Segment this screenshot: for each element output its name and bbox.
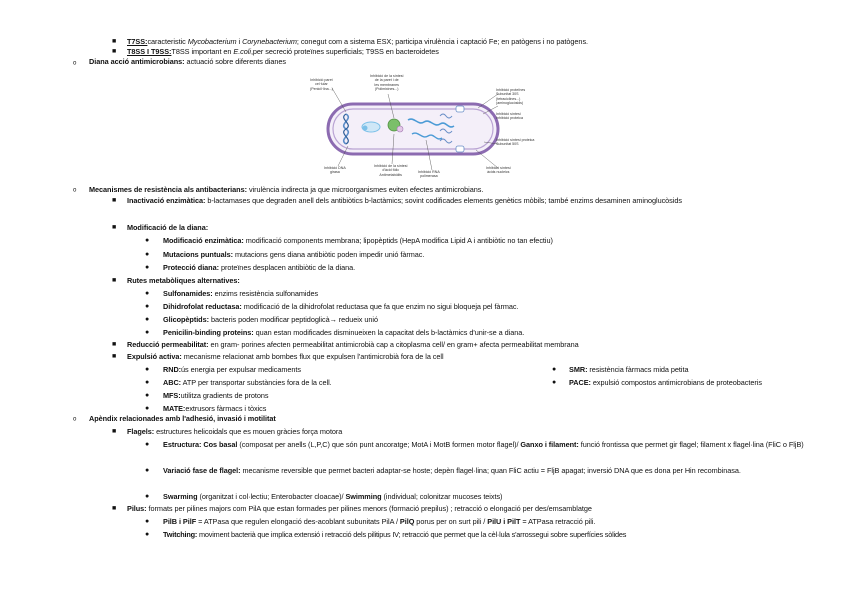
dot-bullet-icon: ● [145,531,150,538]
variacio-line: Variació fase de flagel: mecanisme reversible que permet bacteri adaptar-se hoste; depèn flagel·lina; quan FliC actiu = FljB apagat; inversió DNA que es dona per Hin recombinasa. [163,466,741,475]
dot-bullet-icon: ● [145,518,150,525]
label-folate: Inhibició de la síntesi d'àcid fòlic Antimetabòlits [374,164,408,177]
label-nucleic-acids: Inhibició síntesi àcids nucleics [486,166,511,175]
diana-line: Diana acció antimicrobians: actuació sobre diferents dianes [89,57,287,66]
dot-bullet-icon: ● [145,303,150,310]
label-dna-gyrase: Inhibició DNA girasa [324,166,346,175]
mecanismes-line: Mecanismes de resistència als antibacterians: virulència indirecta ja que microorganismes eviten efectes antimicrobians. [89,185,484,194]
dot-bullet-icon: ● [145,264,150,271]
dot-bullet-icon: ● [145,379,150,386]
dot-bullet-icon: ● [145,251,150,258]
dot-bullet-icon: ● [145,329,150,336]
label-proteins-50s: Inhibició síntesi proteica Subunitat 50S [496,138,535,147]
dot-bullet-icon: ● [145,316,150,323]
dot-bullet-icon: ● [145,237,150,244]
pilb-line: PilB i PilF = ATPasa que regulen elongació des-acoblant subunitats PilA / PilQ porus per on surt pili / PilU i PilT = ATPasa retracció pili. [163,517,596,526]
square-bullet-icon: ■ [112,277,117,284]
sulfonamides-line: Sulfonamides: enzims resistència sulfonamides [163,289,319,298]
t8ss-line: T8SS I T9SS:T8SS important en E.coli,per secreció proteïnes superficials; T9SS en bacteroidetes [127,47,439,56]
mfs-line: MFS:utilitza gradients de protons [163,391,269,400]
reduccio-line: Reducció permeabilitat: en gram- porines afecten permeabilitat antimicrobià cap a citoplasma cell/ en gram+ afecta permeabilitat membrana [127,340,579,349]
dot-bullet-icon: ● [552,379,557,386]
circle-bullet-icon: ₒ [73,412,77,422]
square-bullet-icon: ■ [112,38,117,45]
dot-bullet-icon: ● [145,366,150,373]
circle-bullet-icon: ₒ [73,183,77,193]
dot-bullet-icon: ● [145,392,150,399]
label-membrane: Inhibició de la síntesi de la paret i de les membranes (Polimixines...) [370,74,404,91]
abc-line: ABC: ATP per transportar substàncies fora de la cell. [163,378,332,387]
square-bullet-icon: ■ [112,48,117,55]
square-bullet-icon: ■ [112,224,117,231]
dot-bullet-icon: ● [145,467,150,474]
mate-line: MATE:extrusors fàrmacs i tòxics [163,404,267,413]
circle-bullet-icon: ₒ [73,56,77,66]
glicopeptids-line: Glicopèptids: bacteris poden modificar peptidoglicà→ redueix unió [163,315,378,324]
pilus-line: Pilus: formats per pilines majors com PilA que estan formades per pilines menors (formació prepilus) ; retracció o elongació per des/emsamblatge [127,504,592,513]
pace-line: PACE: expulsió compostos antimicrobians de proteobacteris [569,378,762,387]
modificacio-diana-line: Modificació de la diana: [127,223,209,232]
rutes-line: Rutes metabòliques alternatives: [127,276,240,285]
t8ss-term: T8SS I T9SS: [127,47,172,56]
penicilin-line: Penicilin-binding proteins: quan estan modificades disminueixen la capacitat dels b-lactàmics d'unir-se a diana. [163,328,525,337]
mutacions-line: Mutacions puntuals: mutacions gens diana antibiòtic poden impedir unió fàrmac. [163,250,425,259]
label-wall: Inhibició paret cel·lular (Penicil·lina...) [310,78,333,91]
apendix-line: Apèndix relacionades amb l'adhesió, invasió i motilitat [89,414,276,423]
twitching-line: Twitching: moviment bacterià que implica extensió i retracció dels pilitipus IV; retracció que permet que la cèl·lula s'arrossegui sobre superfícies sòlides [163,530,627,539]
square-bullet-icon: ■ [112,505,117,512]
dot-bullet-icon: ● [145,441,150,448]
square-bullet-icon: ■ [112,428,117,435]
square-bullet-icon: ■ [112,197,117,204]
square-bullet-icon: ■ [112,353,117,360]
dot-bullet-icon: ● [145,405,150,412]
mod-enzimatica-line: Modificació enzimàtica: modificació components membrana; lipopèptids (HepA modifica Lipid A i antibiòtic no tan efectiu) [163,236,553,245]
inactivacio-line: Inactivació enzimàtica: b-lactamases que degraden anell dels antibiòtics b-lactàmics; sovint codificades elements genètics mòbils; també enzims desaminen aminoglucòsids [127,196,682,205]
dot-bullet-icon: ● [145,493,150,500]
dot-bullet-icon: ● [145,290,150,297]
label-rna-polymerase: Inhibició RNA polimerasa [418,170,440,179]
estructura-line: Estructura: Cos basal (composat per anells (L,P,C) que són punt ancoratge; MotA i MotB formen motor flagel)/ Ganxo i filament: funció frontissa que permet gir flagel; filament x flagel·lina (FliC o FljB) [163,440,804,449]
antimicrobial-targets-figure [308,72,544,188]
porin-icon [456,106,464,112]
rnd-line: RND:ús energia per expulsar medicaments [163,365,301,374]
square-bullet-icon: ■ [112,341,117,348]
smr-line: SMR: resistència fàrmacs mida petita [569,365,689,374]
t7ss-term: T7SS: [127,37,148,46]
dihidrofolat-line: Dihidrofolat reductasa: modificació de la dihidrofolat reductasa que fa que enzim no sigui bloqueja pel fàrmac. [163,302,519,311]
flagels-line: Flagels: estructures helicoidals que es mouen gràcies força motora [127,427,343,436]
expulsio-line: Expulsió activa: mecanisme relacionat amb bombes flux que expulsen l'antimicrobià fora de la cell [127,352,444,361]
swarming-line: Swarming (organitzat i col·lectiu; Enterobacter cloacae)/ Swimming (individual; colonitzar mucoses teixts) [163,492,503,501]
label-protein-synthesis: Inhibició síntesi Inhibició proteica [496,112,523,121]
t7ss-line: T7SS:caracteristic Mycobacterium i Corynebacterium; conegut com a sistema ESX; participa virulència i captació Fe; en patògens i no patògens. [127,37,589,46]
proteccio-line: Protecció diana: proteïnes desplacen antibiòtic de la diana. [163,263,356,272]
outer-membrane [328,104,498,154]
dot-bullet-icon: ● [552,366,557,373]
label-proteins-30s: Inhibició proteïnes Subunitat 30S (tetraciclines...) (aminoglucòsids) [496,88,526,105]
